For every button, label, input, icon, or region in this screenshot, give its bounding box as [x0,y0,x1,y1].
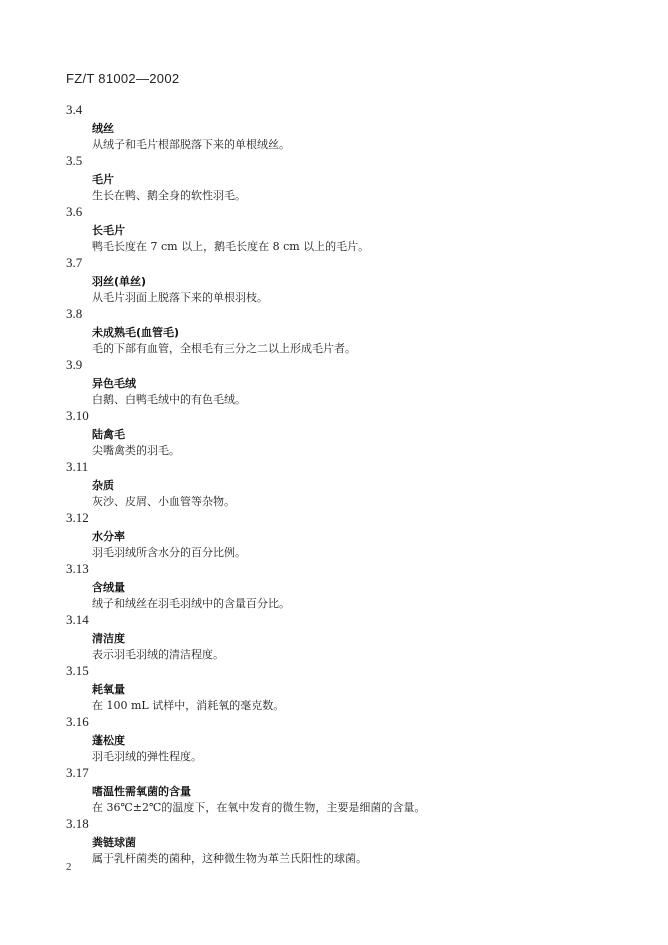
clause-number: 3.6 [66,204,83,219]
term-heading: 清洁度 [92,632,125,645]
term-definition: 白鹅、白鸭毛绒中的有色毛绒。 [92,393,246,406]
term-heading: 陆禽毛 [92,428,125,441]
clause-number: 3.7 [66,255,83,270]
term-heading: 异色毛绒 [92,377,136,390]
clause-number: 3.8 [66,306,83,321]
term-heading: 耗氧量 [92,683,125,696]
clause-number: 3.9 [66,357,83,372]
clause-number: 3.15 [66,663,89,678]
clause-number: 3.11 [66,459,89,474]
term-definition: 在 100 mL 试样中，消耗氧的毫克数。 [92,699,285,712]
definition-entry [0,459,668,510]
definition-entry [0,765,668,816]
clause-number: 3.10 [66,408,89,423]
term-heading: 毛片 [92,173,114,186]
term-definition: 生长在鸭、鹅全身的软性羽毛。 [92,189,246,202]
clause-number: 3.14 [66,612,89,627]
clause-number: 3.5 [66,153,83,168]
definition-entry [0,408,668,459]
standard-code-header: FZ/T 81002—2002 [66,71,180,86]
term-heading: 含绒量 [92,581,125,594]
term-definition: 在 36℃±2℃的温度下，在氧中发育的微生物，主要是细菌的含量。 [92,801,426,814]
term-definition: 尖嘴禽类的羽毛。 [92,444,180,457]
term-definition: 表示羽毛羽绒的清洁程度。 [92,648,224,661]
term-heading: 蓬松度 [92,734,125,747]
clause-number: 3.13 [66,561,89,576]
term-heading: 羽丝(单丝) [92,275,147,288]
definition-entry [0,204,668,255]
definition-entry [0,510,668,561]
term-heading: 绒丝 [92,122,114,135]
term-heading: 水分率 [92,530,125,543]
clause-number: 3.16 [66,714,89,729]
definition-entry [0,255,668,306]
term-heading: 嗜温性需氧菌的含量 [92,785,191,798]
clause-number: 3.17 [66,765,89,780]
term-heading: 杂质 [92,479,114,492]
definition-entry [0,663,668,714]
term-heading: 粪链球菌 [92,836,136,849]
page-number: 2 [66,861,72,873]
definition-entry [0,102,668,153]
definition-entry [0,612,668,663]
clause-number: 3.12 [66,510,89,525]
term-definition: 鸭毛长度在 7 cm 以上，鹅毛长度在 8 cm 以上的毛片。 [92,240,370,253]
term-definition: 毛的下部有血管，全根毛有三分之二以上形成毛片者。 [92,342,356,355]
definition-entry [0,714,668,765]
definition-entry [0,561,668,612]
clause-number: 3.4 [66,102,83,117]
term-definition: 绒子和绒丝在羽毛羽绒中的含量百分比。 [92,597,290,610]
definition-entry [0,306,668,357]
term-definition: 羽毛羽绒所含水分的百分比例。 [92,546,246,559]
term-definition: 羽毛羽绒的弹性程度。 [92,750,202,763]
definition-entry [0,357,668,408]
definition-entry [0,153,668,204]
definitions-list [0,102,668,867]
term-definition: 灰沙、皮屑、小血管等杂物。 [92,495,235,508]
clause-number: 3.18 [66,816,89,831]
term-heading: 长毛片 [92,224,125,237]
term-definition: 属于乳杆菌类的菌种，这种微生物为革兰氏阳性的球菌。 [92,852,367,865]
term-definition: 从绒子和毛片根部脱落下来的单根绒丝。 [92,138,290,151]
term-definition: 从毛片羽面上脱落下来的单根羽枝。 [92,291,268,304]
definition-entry [0,816,668,867]
term-heading: 未成熟毛(血管毛) [92,326,180,339]
